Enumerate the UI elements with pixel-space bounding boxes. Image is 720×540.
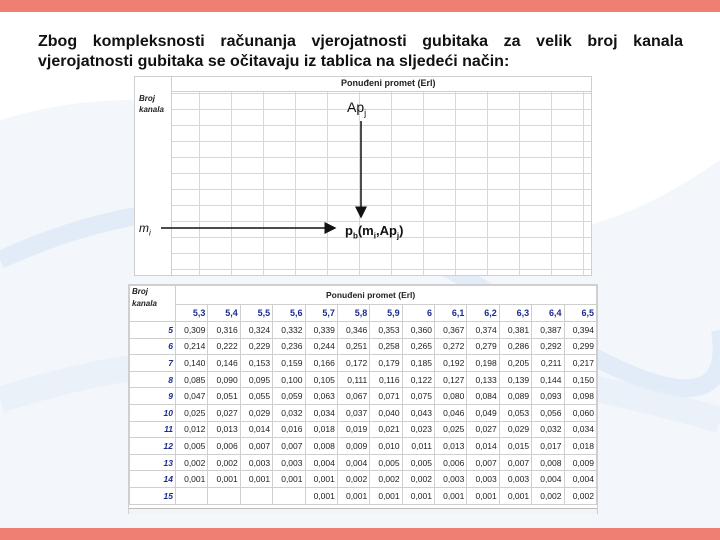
column-header: 5,5 bbox=[240, 305, 272, 322]
value-cell: 0,179 bbox=[370, 355, 402, 372]
value-cell: 0,001 bbox=[467, 487, 499, 504]
value-cell: 0,003 bbox=[273, 454, 305, 471]
value-cell: 0,214 bbox=[176, 338, 208, 355]
value-cell: 0,332 bbox=[273, 322, 305, 339]
diagram-arrows bbox=[135, 77, 591, 275]
value-cell: 0,025 bbox=[435, 421, 467, 438]
erlang-loss-table bbox=[128, 284, 598, 514]
value-cell: 0,071 bbox=[370, 388, 402, 405]
value-cell: 0,001 bbox=[305, 471, 337, 488]
value-cell: 0,046 bbox=[435, 404, 467, 421]
value-cell: 0,055 bbox=[240, 388, 272, 405]
slide-heading bbox=[38, 32, 683, 72]
value-cell: 0,003 bbox=[240, 454, 272, 471]
value-cell: 0,185 bbox=[402, 355, 434, 372]
value-cell: 0,001 bbox=[240, 471, 272, 488]
value-cell: 0,019 bbox=[337, 421, 369, 438]
value-cell: 0,205 bbox=[499, 355, 531, 372]
value-cell: 0,095 bbox=[240, 371, 272, 388]
value-cell: 0,381 bbox=[499, 322, 531, 339]
value-cell: 0,002 bbox=[564, 487, 597, 504]
value-cell: 0,005 bbox=[402, 454, 434, 471]
value-cell: 0,012 bbox=[176, 421, 208, 438]
value-cell: 0,006 bbox=[208, 438, 240, 455]
value-cell: 0,013 bbox=[208, 421, 240, 438]
channel-count-cell: 8 bbox=[130, 371, 176, 388]
value-cell: 0,093 bbox=[532, 388, 564, 405]
value-cell: 0,367 bbox=[435, 322, 467, 339]
value-cell: 0,029 bbox=[499, 421, 531, 438]
value-cell: 0,360 bbox=[402, 322, 434, 339]
value-cell: 0,001 bbox=[370, 487, 402, 504]
mi-label: $m_i$ bbox=[139, 221, 151, 238]
value-cell: 0,236 bbox=[273, 338, 305, 355]
value-cell: 0,011 bbox=[402, 438, 434, 455]
value-cell: 0,085 bbox=[176, 371, 208, 388]
value-cell: 0,027 bbox=[467, 421, 499, 438]
value-cell: 0,016 bbox=[273, 421, 305, 438]
value-cell: 0,002 bbox=[370, 471, 402, 488]
value-cell: 0,021 bbox=[370, 421, 402, 438]
value-cell: 0,034 bbox=[305, 404, 337, 421]
table-row bbox=[130, 338, 597, 355]
value-cell: 0,172 bbox=[337, 355, 369, 372]
value-cell: 0,049 bbox=[467, 404, 499, 421]
value-cell: 0,004 bbox=[564, 471, 597, 488]
value-cell: 0,105 bbox=[305, 371, 337, 388]
value-cell: 0,111 bbox=[337, 371, 369, 388]
value-cell: 0,001 bbox=[176, 471, 208, 488]
bottom-accent-bar bbox=[0, 528, 720, 540]
value-cell: 0,005 bbox=[370, 454, 402, 471]
value-cell: 0,018 bbox=[564, 438, 597, 455]
value-cell: 0,133 bbox=[467, 371, 499, 388]
value-cell: 0,153 bbox=[240, 355, 272, 372]
value-cell: 0,244 bbox=[305, 338, 337, 355]
value-cell: 0,029 bbox=[240, 404, 272, 421]
value-cell: 0,146 bbox=[208, 355, 240, 372]
value-cell: 0,025 bbox=[176, 404, 208, 421]
value-cell: 0,166 bbox=[305, 355, 337, 372]
value-cell: 0,063 bbox=[305, 388, 337, 405]
column-header: 6,4 bbox=[532, 305, 564, 322]
value-cell: 0,008 bbox=[305, 438, 337, 455]
table-row bbox=[130, 404, 597, 421]
value-cell: 0,006 bbox=[435, 454, 467, 471]
table-row bbox=[130, 454, 597, 471]
value-cell: 0,007 bbox=[499, 454, 531, 471]
value-cell: 0,060 bbox=[564, 404, 597, 421]
value-cell: 0,090 bbox=[208, 371, 240, 388]
value-cell: 0,007 bbox=[273, 438, 305, 455]
diagram-title: Ponuđeni promet (Erl) bbox=[341, 78, 436, 88]
value-cell: 0,001 bbox=[337, 487, 369, 504]
column-header: 5,4 bbox=[208, 305, 240, 322]
value-cell: 0,089 bbox=[499, 388, 531, 405]
value-cell: 0,309 bbox=[176, 322, 208, 339]
value-cell: 0,051 bbox=[208, 388, 240, 405]
value-cell bbox=[208, 487, 240, 504]
value-cell: 0,192 bbox=[435, 355, 467, 372]
column-header: 5,3 bbox=[176, 305, 208, 322]
value-cell: 0,075 bbox=[402, 388, 434, 405]
value-cell: 0,279 bbox=[467, 338, 499, 355]
heading-line-2: vjerojatnosti gubitaka se očitavaju iz tablica na sljedeći način: bbox=[38, 53, 510, 70]
column-header: 6,5 bbox=[564, 305, 597, 322]
column-header: 5,9 bbox=[370, 305, 402, 322]
value-cell: 0,374 bbox=[467, 322, 499, 339]
channel-count-cell: 9 bbox=[130, 388, 176, 405]
channel-count-cell: 5 bbox=[130, 322, 176, 339]
heading-line-1: Zbog kompleksnosti računanja vjerojatnosti gubitaka za velik broj kanala bbox=[38, 33, 683, 50]
column-header: 6 bbox=[402, 305, 434, 322]
api-label: $Ap_j$ bbox=[347, 99, 367, 118]
value-cell: 0,002 bbox=[337, 471, 369, 488]
value-cell: 0,159 bbox=[273, 355, 305, 372]
column-header: 5,7 bbox=[305, 305, 337, 322]
value-cell: 0,098 bbox=[564, 388, 597, 405]
value-cell: 0,265 bbox=[402, 338, 434, 355]
column-header: 6,2 bbox=[467, 305, 499, 322]
value-cell: 0,032 bbox=[532, 421, 564, 438]
value-cell: 0,116 bbox=[370, 371, 402, 388]
value-cell: 0,100 bbox=[273, 371, 305, 388]
table-row bbox=[130, 487, 597, 504]
channel-count-cell: 11 bbox=[130, 421, 176, 438]
table-row bbox=[130, 421, 597, 438]
value-cell: 0,394 bbox=[564, 322, 597, 339]
value-cell: 0,004 bbox=[337, 454, 369, 471]
value-cell: 0,002 bbox=[402, 471, 434, 488]
value-cell: 0,339 bbox=[305, 322, 337, 339]
table-row bbox=[130, 438, 597, 455]
value-cell: 0,004 bbox=[305, 454, 337, 471]
pb-label: $p_b(m_i,Ap_j)$ bbox=[345, 223, 404, 241]
value-cell: 0,003 bbox=[499, 471, 531, 488]
value-cell: 0,027 bbox=[208, 404, 240, 421]
value-cell: 0,387 bbox=[532, 322, 564, 339]
value-cell: 0,047 bbox=[176, 388, 208, 405]
value-cell: 0,002 bbox=[208, 454, 240, 471]
channel-count-cell: 15 bbox=[130, 487, 176, 504]
column-header: 5,6 bbox=[273, 305, 305, 322]
value-cell: 0,001 bbox=[208, 471, 240, 488]
value-cell: 0,001 bbox=[499, 487, 531, 504]
value-cell: 0,017 bbox=[532, 438, 564, 455]
value-cell: 0,003 bbox=[435, 471, 467, 488]
value-cell: 0,014 bbox=[467, 438, 499, 455]
value-cell: 0,084 bbox=[467, 388, 499, 405]
value-cell: 0,013 bbox=[435, 438, 467, 455]
value-cell: 0,222 bbox=[208, 338, 240, 355]
value-cell: 0,001 bbox=[402, 487, 434, 504]
value-cell: 0,198 bbox=[467, 355, 499, 372]
value-cell: 0,004 bbox=[532, 471, 564, 488]
value-cell bbox=[176, 487, 208, 504]
value-cell: 0,286 bbox=[499, 338, 531, 355]
value-cell: 0,043 bbox=[402, 404, 434, 421]
channel-count-cell: 13 bbox=[130, 454, 176, 471]
value-cell: 0,324 bbox=[240, 322, 272, 339]
value-cell: 0,007 bbox=[240, 438, 272, 455]
value-cell: 0,144 bbox=[532, 371, 564, 388]
lookup-diagram bbox=[134, 76, 592, 276]
value-cell: 0,032 bbox=[273, 404, 305, 421]
value-cell: 0,009 bbox=[564, 454, 597, 471]
value-cell: 0,015 bbox=[499, 438, 531, 455]
channel-count-cell: 7 bbox=[130, 355, 176, 372]
value-cell: 0,353 bbox=[370, 322, 402, 339]
value-cell: 0,008 bbox=[532, 454, 564, 471]
value-cell: 0,251 bbox=[337, 338, 369, 355]
table-row bbox=[130, 322, 597, 339]
value-cell bbox=[240, 487, 272, 504]
channel-count-cell: 14 bbox=[130, 471, 176, 488]
value-cell: 0,346 bbox=[337, 322, 369, 339]
value-cell: 0,127 bbox=[435, 371, 467, 388]
table-row bbox=[130, 371, 597, 388]
value-cell: 0,014 bbox=[240, 421, 272, 438]
value-cell: 0,034 bbox=[564, 421, 597, 438]
column-header: 5,8 bbox=[337, 305, 369, 322]
value-cell: 0,010 bbox=[370, 438, 402, 455]
table-row bbox=[130, 388, 597, 405]
table-title: Ponuđeni promet (Erl) bbox=[176, 286, 597, 305]
value-cell: 0,007 bbox=[467, 454, 499, 471]
row-header-label: Broj kanala bbox=[130, 286, 176, 322]
channel-count-cell: 6 bbox=[130, 338, 176, 355]
loss-probability-table bbox=[129, 285, 597, 505]
value-cell: 0,002 bbox=[176, 454, 208, 471]
value-cell: 0,005 bbox=[176, 438, 208, 455]
channel-count-cell: 12 bbox=[130, 438, 176, 455]
value-cell: 0,316 bbox=[208, 322, 240, 339]
value-cell: 0,299 bbox=[564, 338, 597, 355]
value-cell: 0,040 bbox=[370, 404, 402, 421]
value-cell: 0,056 bbox=[532, 404, 564, 421]
value-cell: 0,018 bbox=[305, 421, 337, 438]
column-header: 6,3 bbox=[499, 305, 531, 322]
value-cell: 0,229 bbox=[240, 338, 272, 355]
value-cell: 0,292 bbox=[532, 338, 564, 355]
table-row bbox=[130, 355, 597, 372]
value-cell: 0,067 bbox=[337, 388, 369, 405]
value-cell: 0,211 bbox=[532, 355, 564, 372]
value-cell: 0,001 bbox=[305, 487, 337, 504]
value-cell: 0,059 bbox=[273, 388, 305, 405]
value-cell: 0,053 bbox=[499, 404, 531, 421]
value-cell: 0,003 bbox=[467, 471, 499, 488]
value-cell: 0,140 bbox=[176, 355, 208, 372]
value-cell: 0,009 bbox=[337, 438, 369, 455]
value-cell: 0,272 bbox=[435, 338, 467, 355]
sheet-tabs-strip bbox=[129, 508, 597, 514]
value-cell: 0,001 bbox=[435, 487, 467, 504]
channel-count-cell: 10 bbox=[130, 404, 176, 421]
value-cell: 0,122 bbox=[402, 371, 434, 388]
value-cell: 0,258 bbox=[370, 338, 402, 355]
value-cell: 0,002 bbox=[532, 487, 564, 504]
table-row bbox=[130, 471, 597, 488]
value-cell: 0,217 bbox=[564, 355, 597, 372]
value-cell: 0,037 bbox=[337, 404, 369, 421]
value-cell: 0,001 bbox=[273, 471, 305, 488]
value-cell: 0,023 bbox=[402, 421, 434, 438]
column-header: 6,1 bbox=[435, 305, 467, 322]
value-cell: 0,139 bbox=[499, 371, 531, 388]
value-cell bbox=[273, 487, 305, 504]
value-cell: 0,150 bbox=[564, 371, 597, 388]
diagram-row-label: Broj kanala bbox=[139, 94, 164, 114]
value-cell: 0,080 bbox=[435, 388, 467, 405]
